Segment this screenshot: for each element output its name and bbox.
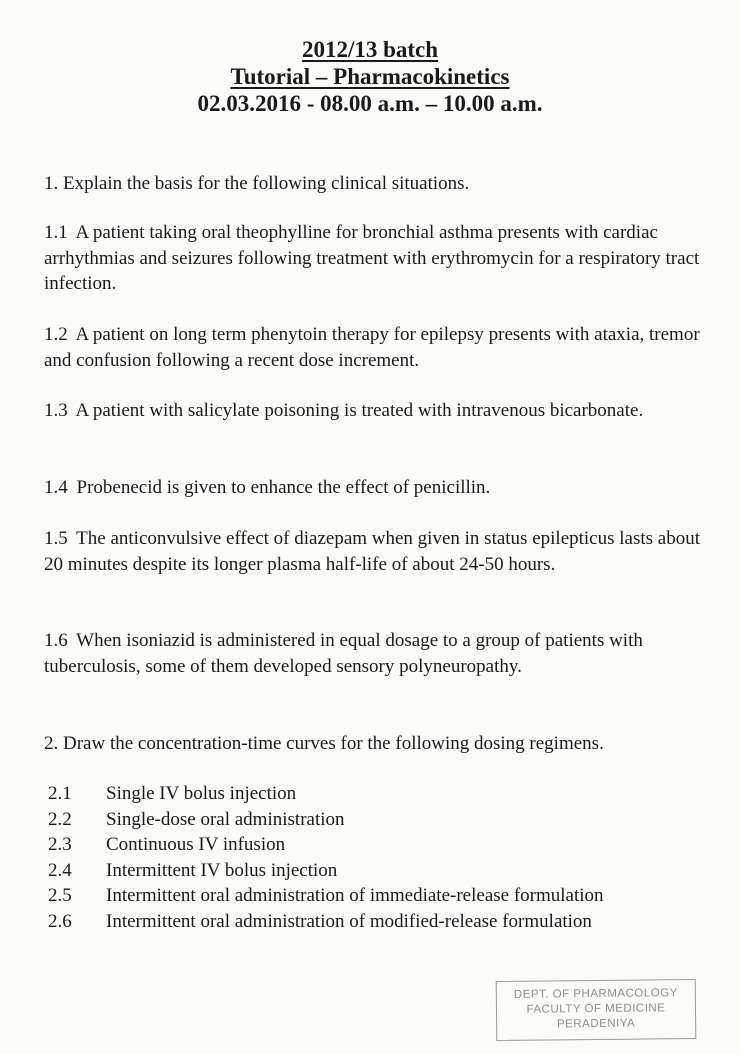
question-item-1-2 bbox=[44, 322, 708, 373]
item-number: 2.6 bbox=[48, 910, 72, 932]
item-text: When isoniazid is administered in equal dosage to a group of patients with tuberculosis, some of them developed sensory polyneuropathy. bbox=[44, 630, 643, 677]
item-number: 1.3 bbox=[44, 400, 68, 421]
item-text: A patient on long term phenytoin therapy for epilepsy presents with ataxia, tremor and confusion following a recent dose increment. bbox=[44, 324, 700, 371]
stamp-line: PERADENIYA bbox=[556, 1017, 636, 1031]
list-item bbox=[48, 883, 708, 909]
list-item bbox=[48, 909, 708, 935]
stamp-line: DEPT. OF PHARMACOLOGY bbox=[513, 987, 678, 1001]
item-number: 1.4 bbox=[44, 477, 68, 498]
item-number: 2.1 bbox=[48, 783, 72, 804]
list-item bbox=[48, 807, 708, 833]
session-datetime: 02.03.2016 - 08.00 a.m. – 10.00 a.m. bbox=[197, 91, 543, 116]
list-item bbox=[48, 832, 708, 858]
item-number: 1.2 bbox=[44, 324, 68, 345]
item-number: 2.3 bbox=[48, 834, 72, 855]
item-text: Single-dose oral administration bbox=[106, 808, 345, 830]
item-text: Intermittent oral administration of modified-release formulation bbox=[106, 910, 592, 932]
item-text: Single IV bolus injection bbox=[106, 783, 297, 804]
document-header bbox=[0, 36, 740, 117]
item-number: 2.2 bbox=[48, 808, 72, 830]
list-item bbox=[48, 858, 708, 884]
tutorial-title: Tutorial – Pharmacokinetics bbox=[230, 64, 510, 89]
department-stamp bbox=[496, 979, 697, 1041]
batch-heading: 2012/13 batch bbox=[301, 37, 439, 62]
question-item-1-1 bbox=[44, 220, 708, 297]
question-item-1-6 bbox=[44, 628, 708, 679]
item-number: 1.5 bbox=[44, 528, 68, 549]
question-item-1-4 bbox=[44, 475, 708, 501]
item-text: Intermittent oral administration of immediate-release formulation bbox=[106, 885, 604, 906]
question-2-intro: 2. Draw the concentration-time curves for the following dosing regimens. bbox=[44, 733, 604, 754]
item-number: 2.5 bbox=[48, 885, 72, 906]
item-number: 1.1 bbox=[44, 222, 68, 243]
dosing-regimen-list bbox=[48, 781, 708, 934]
question-1-intro: 1. Explain the basis for the following clinical situations. bbox=[44, 173, 470, 194]
item-number: 1.6 bbox=[44, 630, 68, 651]
item-text: Intermittent IV bolus injection bbox=[106, 859, 338, 881]
item-text: A patient with salicylate poisoning is treated with intravenous bicarbonate. bbox=[75, 400, 644, 421]
item-number: 2.4 bbox=[48, 859, 72, 881]
list-item bbox=[48, 781, 708, 807]
question-item-1-3 bbox=[44, 398, 708, 424]
question-item-1-5 bbox=[44, 526, 708, 577]
item-text: Continuous IV infusion bbox=[106, 834, 286, 855]
stamp-line: FACULTY OF MEDICINE bbox=[526, 1002, 666, 1016]
item-text: The anticonvulsive effect of diazepam when given in status epilepticus lasts about 20 minutes despite its longer plasma half-life of about 24-50 hours. bbox=[44, 528, 700, 575]
item-text: A patient taking oral theophylline for bronchial asthma presents with cardiac arrhythmias and seizures following treatment with erythromycin for a respiratory tract infection. bbox=[44, 222, 700, 294]
item-text: Probenecid is given to enhance the effect of penicillin. bbox=[76, 477, 491, 498]
